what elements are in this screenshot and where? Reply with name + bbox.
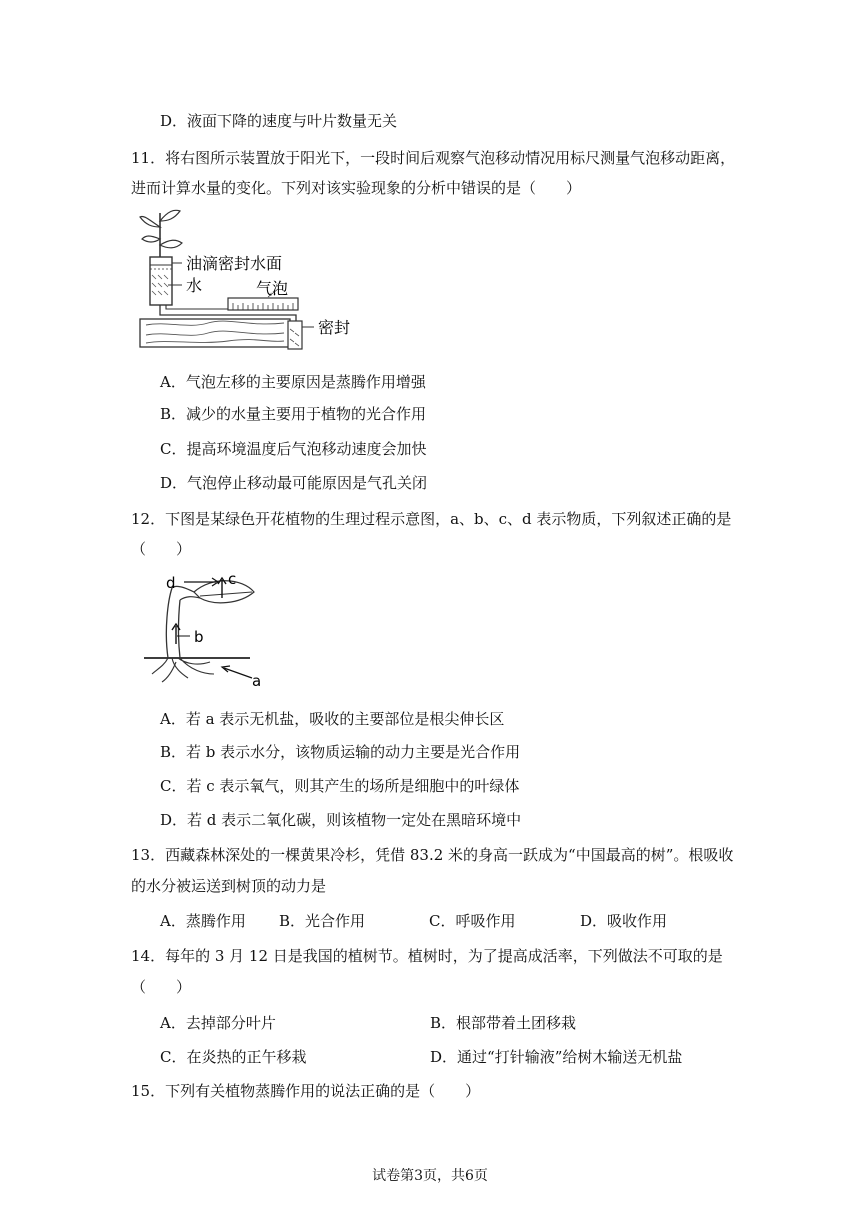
q14-stem-line1: 14．每年的 3 月 12 日是我国的植树节。植树时，为了提高成活率，下列做法不可取的是	[131, 947, 723, 965]
q12-option-d: D．若 d 表示二氧化碳，则该植物一定处在黑暗环境中	[160, 811, 522, 829]
q11-label-seal: 密封	[318, 318, 351, 337]
q11-stem-line1: 11．将右图所示装置放于阳光下，一段时间后观察气泡移动情况用标尺测量气泡移动距离，	[131, 149, 736, 167]
q14-stem-line2: （ ）	[131, 978, 192, 996]
q14-option-a: A．去掉部分叶片	[160, 1014, 276, 1032]
q12-option-c: C．若 c 表示氧气，则其产生的场所是细胞中的叶绿体	[160, 777, 520, 795]
q11-label-bubble: 气泡	[256, 279, 289, 298]
q12-option-b: B．若 b 表示水分，该物质运输的动力主要是光合作用	[160, 743, 521, 761]
q15-stem: 15．下列有关植物蒸腾作用的说法正确的是（ ）	[131, 1082, 481, 1100]
q12-label-d: d	[166, 574, 176, 592]
q11-option-c: C．提高环境温度后气泡移动速度会加快	[160, 440, 427, 458]
q12-option-a: A．若 a 表示无机盐，吸收的主要部位是根尖伸长区	[160, 710, 505, 728]
q14-option-d: D．通过“打针输液”给树木输送无机盐	[430, 1048, 683, 1066]
q13-option-c: C．呼吸作用	[429, 912, 516, 930]
q11-label-water: 水	[186, 276, 203, 295]
q14-option-b: B．根部带着土团移栽	[430, 1014, 577, 1032]
q11-label-oil-seal: 油滴密封水面	[186, 254, 283, 273]
q12-plant-figure	[142, 570, 272, 690]
q13-option-a: A．蒸腾作用	[160, 912, 246, 930]
q12-label-c: c	[228, 570, 237, 588]
page-footer: 试卷第3页，共6页	[372, 1168, 488, 1184]
q12-stem-line2: （ ）	[131, 540, 192, 558]
q11-apparatus-figure	[138, 205, 368, 355]
q11-option-b: B．减少的水量主要用于植物的光合作用	[160, 405, 427, 423]
q11-stem-line2: 进而计算水量的变化。下列对该实验现象的分析中错误的是（ ）	[131, 179, 582, 197]
q13-stem-line2: 的水分被运送到树顶的动力是	[131, 877, 327, 895]
q11-option-a: A．气泡左移的主要原因是蒸腾作用增强	[160, 373, 426, 391]
q12-stem-line1: 12．下图是某绿色开花植物的生理过程示意图，a、b、c、d 表示物质，下列叙述正确的是	[131, 510, 732, 528]
q13-option-b: B．光合作用	[279, 912, 366, 930]
q12-label-a: a	[252, 672, 262, 690]
q12-label-b: b	[194, 628, 204, 646]
q14-option-c: C．在炎热的正午移栽	[160, 1048, 307, 1066]
q13-option-d: D．吸收作用	[580, 912, 668, 930]
q10-option-d: D．液面下降的速度与叶片数量无关	[160, 112, 398, 130]
q11-option-d: D．气泡停止移动最可能原因是气孔关闭	[160, 474, 428, 492]
q13-stem-line1: 13．西藏森林深处的一棵黄果冷杉，凭借 83.2 米的身高一跃成为“中国最高的树”。根吸收	[131, 846, 734, 864]
